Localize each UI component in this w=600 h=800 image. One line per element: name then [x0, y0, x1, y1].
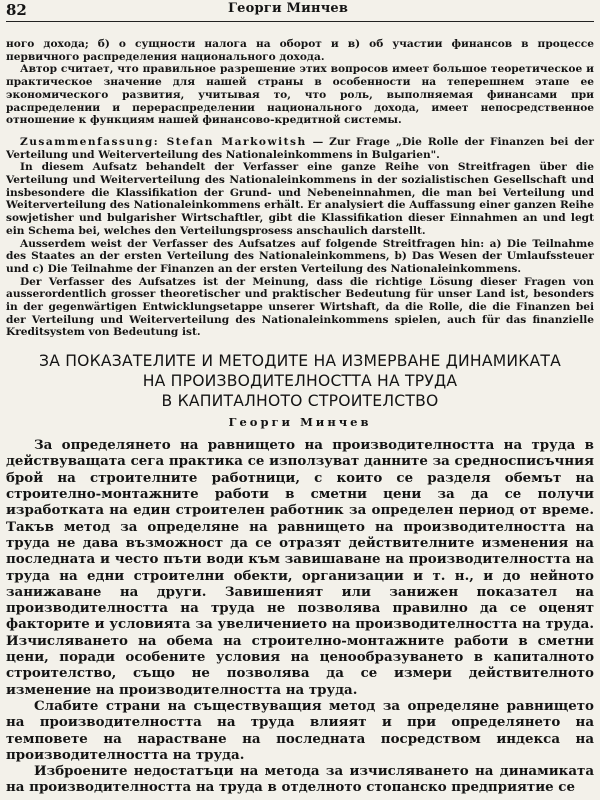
- german-summary: [6, 136, 594, 339]
- previous-article-ending: [6, 38, 594, 127]
- page-number: 82: [6, 1, 27, 19]
- article-body: [6, 437, 594, 796]
- title-line: ЗА ПОКАЗАТЕЛИТЕ И МЕТОДИТЕ НА ИЗМЕРВАНЕ ДИНАМИКАТА: [39, 352, 561, 371]
- body-paragraph: Слабите страни на съществуващия метод за определяне равнището на производителността на труда влияят и при определянето на темповете на нарастване на последната посредством индекса на производителността на труда.: [6, 697, 594, 763]
- intro-paragraph: ного дохода; б) о сущности налога на оборот и в) об участии финансов в процессе первичного распределения национального дохода.: [6, 38, 594, 63]
- summary-heading: [6, 136, 594, 161]
- summary-paragraph: Der Verfasser des Aufsatzes ist der Meinung, dass die richtige Lösung dieser Fragen von ausserordentlich grosser theoretischer und praktischer Bedeutung für unser Land ist, besonders in der gegenwärtigen Entwicklungsetappe unserer Wirtshaft, da die Rolle, die die Finanzen bei der Verteilung und Weiterverteilung des Nationaleinkommens spielen, auch für das finanzielle Kreditsystem von Bedeutung ist.: [6, 275, 594, 339]
- intro-paragraph: Автор считает, что правильное разрешение этих вопросов имеет большое теоретическое и практическое значение для нашей страны в особенности на теперешнем этапе ее экономического развития, учитывая то, что роль, выполняемая финансами при распределении и перераспределении национального дохода, имеет непосредственное отношение к функциям нашей финансово-кредитной системы.: [6, 63, 594, 127]
- summary-paragraph: In diesem Aufsatz behandelt der Verfasser eine ganze Reihe von Streitfragen über die Verteilung und Weiterverteilung des Nationaleinkommens in der sozialistischen Gesellschaft und insbesondere die Klassifikation der Grund- und Nebeneinnahmen, die man bei Verteilung und Weiterverteilung des Nationaleinkommens erhält. Er analysiert die Auffassung einer ganzen Reihe sowjetisher und bulgarisher Wirtschaftler, gibt die Klassifikation dieser Einnahmen an und legt ein Schema bei, welches den Verteilungsprosess anschaulich darstellt.: [6, 161, 594, 237]
- article-author: Георги Минчев: [228, 415, 372, 430]
- title-line: НА ПРОИЗВОДИТЕЛНОСТТА НА ТРУДА: [142, 372, 458, 391]
- running-head: Георги Минчев: [228, 1, 349, 16]
- summary-paragraph: Ausserdem weist der Verfasser des Aufsatzes auf folgende Streitfragen hin: a) Die Teilnahme des Staates an der ersten Verteilung des Nationaleinkommens, b) Das Wesen der Umlaufssteuer und c) Die Teilnahme der Finanzen an der ersten Verteilung des Nationaleinkommens.: [6, 237, 594, 275]
- header-rule: [6, 21, 594, 22]
- page-header: [6, 0, 594, 21]
- body-paragraph: Изброените недостатъци на метода за изчисляването на динамиката на производителността на труда в отделното стопанско предприятие се: [6, 763, 594, 796]
- article-title: [6, 351, 594, 411]
- summary-lead: Zusammenfassung: Stefan Markowitsh: [20, 135, 307, 148]
- title-line: В КАПИТАЛНОТО СТРОИТЕЛСТВО: [161, 392, 439, 411]
- summary-lead-rest: — Zur Frage „Die Rolle der Finanzen bei der Verteilung und Weiterverteilung des Nationaleinkommens in Bulgarien".: [6, 135, 594, 161]
- body-paragraph: За определянето на равнището на производителността на труда в действуващата сега практика се използуват данните за средносписъчния брой на строителните работници, с които се разделя обемът на строително-монтажните работи в сметни цени за да се получи изработката на един строителен работник за определен период от време. Такъв метод за определяне на равнището на производителността на труда не дава възможност да се отразят действителните изменения на последната и често пъти води към завишаване на производителността на труда на едни строителни обекти, организации и т. н., и до нейното занижаване на други. Завишеният или занижен показател на производителността на труда не позволява правилно да се оценят факторите и условията за увеличението на производителността на труда. Изчисляването на обема на строително-монтажните работи в сметни цени, поради особените условия на ценообразуването в капиталното строителство, също не позволява да се измери действителното изменение на производителността на труда.: [6, 437, 594, 698]
